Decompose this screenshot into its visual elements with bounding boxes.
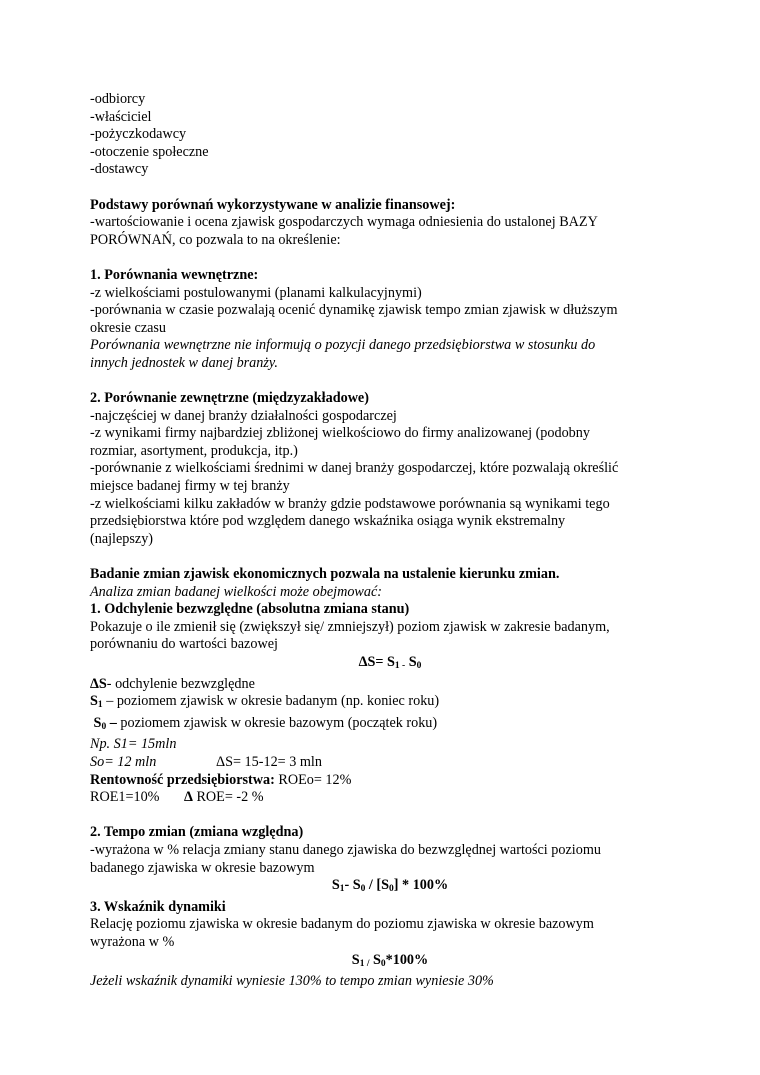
list-item: -odbiorcy [90,91,146,107]
list-item: -właściciel [90,108,152,125]
formula-deviation: $\Delta S= S_{1 -}$ $S_0$ [358,654,422,671]
paragraph-line: Relację poziomu zjawiska w okresie badanym do poziomu zjawiska w okresie bazowym [90,916,594,933]
paragraph-line: wyrażona w % [90,933,175,950]
section-heading-changes: Badanie zmian zjawisk ekonomicznych pozwala na ustalenie kierunku zmian. [90,566,560,583]
definition-line: ΔS- odchylenie bezwzględne [90,675,255,692]
paragraph-line: -najczęściej w danej branży działalności gospodarczej [90,407,397,424]
formula-dynamics: $S_{1 /}$ $S_0*100\%$ [351,951,429,969]
paragraph-line: -porównanie z wielkościami średnimi w danej branży gospodarczej, które pozwalają określić [90,460,619,477]
definition-line: $S_0$ – poziomem zjawisk w okresie bazowym (początek roku) [93,714,438,732]
section-heading-basis: Podstawy porównań wykorzystywane w analizie finansowej: [90,196,456,213]
paragraph-line: Pokazuje o ile zmienił się (zwiększył się/ zmniejszył) poziom zjawisk w zakresie badanym, [90,618,610,635]
paragraph-line: porównaniu do wartości bazowej [90,636,278,653]
roe-line: ROE1=10% Δ ROE= -2 % [90,789,264,806]
section-heading-external: 2. Porównanie zewnętrzne (międzyzakładowe) [90,390,369,407]
paragraph-line: okresie czasu [90,319,167,336]
subsection-heading-dynamics: 3. Wskaźnik dynamiki [90,898,226,915]
subsection-heading-deviation: 1. Odchylenie bezwzględne (absolutna zmiana stanu) [90,601,410,618]
paragraph-line: -porównania w czasie pozwalają ocenić dynamikę zjawisk tempo zmian zjawisk w dłuższym [90,302,618,319]
section-heading-internal: 1. Porównania wewnętrzne: [90,266,259,283]
stakeholder-list [90,91,690,179]
paragraph-line: -wartościowanie i ocena zjawisk gospodarczych wymaga odniesienia do ustalonej BAZY [90,214,598,231]
subsection-heading-rate: 2. Tempo zmian (zmiana względna) [90,824,304,841]
paragraph-line: PORÓWNAŃ, co pozwala to na określenie: [90,231,341,248]
italic-note: Jeżeli wskaźnik dynamiki wyniesie 130% to tempo zmian wyniesie 30% [90,973,494,990]
paragraph-line: rozmiar, asortyment, produkcja, itp.) [90,442,298,459]
paragraph-line: -z wielkościami kilku zakładów w branży gdzie podstawowe porównania są wynikami tego [90,495,610,512]
paragraph-line: -wyrażona w % relacja zmiany stanu danego zjawiska do bezwzględnej wartości poziomu [90,841,601,858]
italic-note: innych jednostek w danej branży. [90,354,278,371]
paragraph-line: -z wielkościami postulowanymi (planami kalkulacyjnymi) [90,284,422,301]
list-item: -dostawcy [90,161,149,178]
list-item: -pożyczkodawcy [90,126,187,143]
paragraph-line: badanego zjawiska w okresie bazowym [90,859,315,876]
italic-intro: Analiza zmian badanej wielkości może obejmować: [90,583,382,600]
paragraph-line: przedsiębiorstwa które pod względem danego wskaźnika osiąga wynik ekstremalny [90,513,566,530]
italic-note: Porównania wewnętrzne nie informują o pozycji danego przedsiębiorstwa w stosunku do [90,337,596,354]
formula-rate: $S_1-$ $S_0 / [S_0] * 100\%$ [331,877,449,895]
paragraph-line: -z wynikami firmy najbardziej zbliżonej wielkościowo do firmy analizowanej (podobny [90,425,590,442]
example-line: So= 12 mln ΔS= 15-12= 3 mln [90,753,322,770]
definition-line: $S_1$ – poziomem zjawisk w okresie badanym (np. koniec roku) [90,693,440,711]
roe-line: Rentowność przedsiębiorstwa: ROEo= 12% [90,771,352,788]
paragraph-line: (najlepszy) [90,530,154,547]
document-page [90,91,690,991]
list-item: -otoczenie społeczne [90,143,209,160]
example-line: Np. S1= 15mln [90,736,177,753]
paragraph-line: miejsce badanej firmy w tej branży [90,478,290,495]
